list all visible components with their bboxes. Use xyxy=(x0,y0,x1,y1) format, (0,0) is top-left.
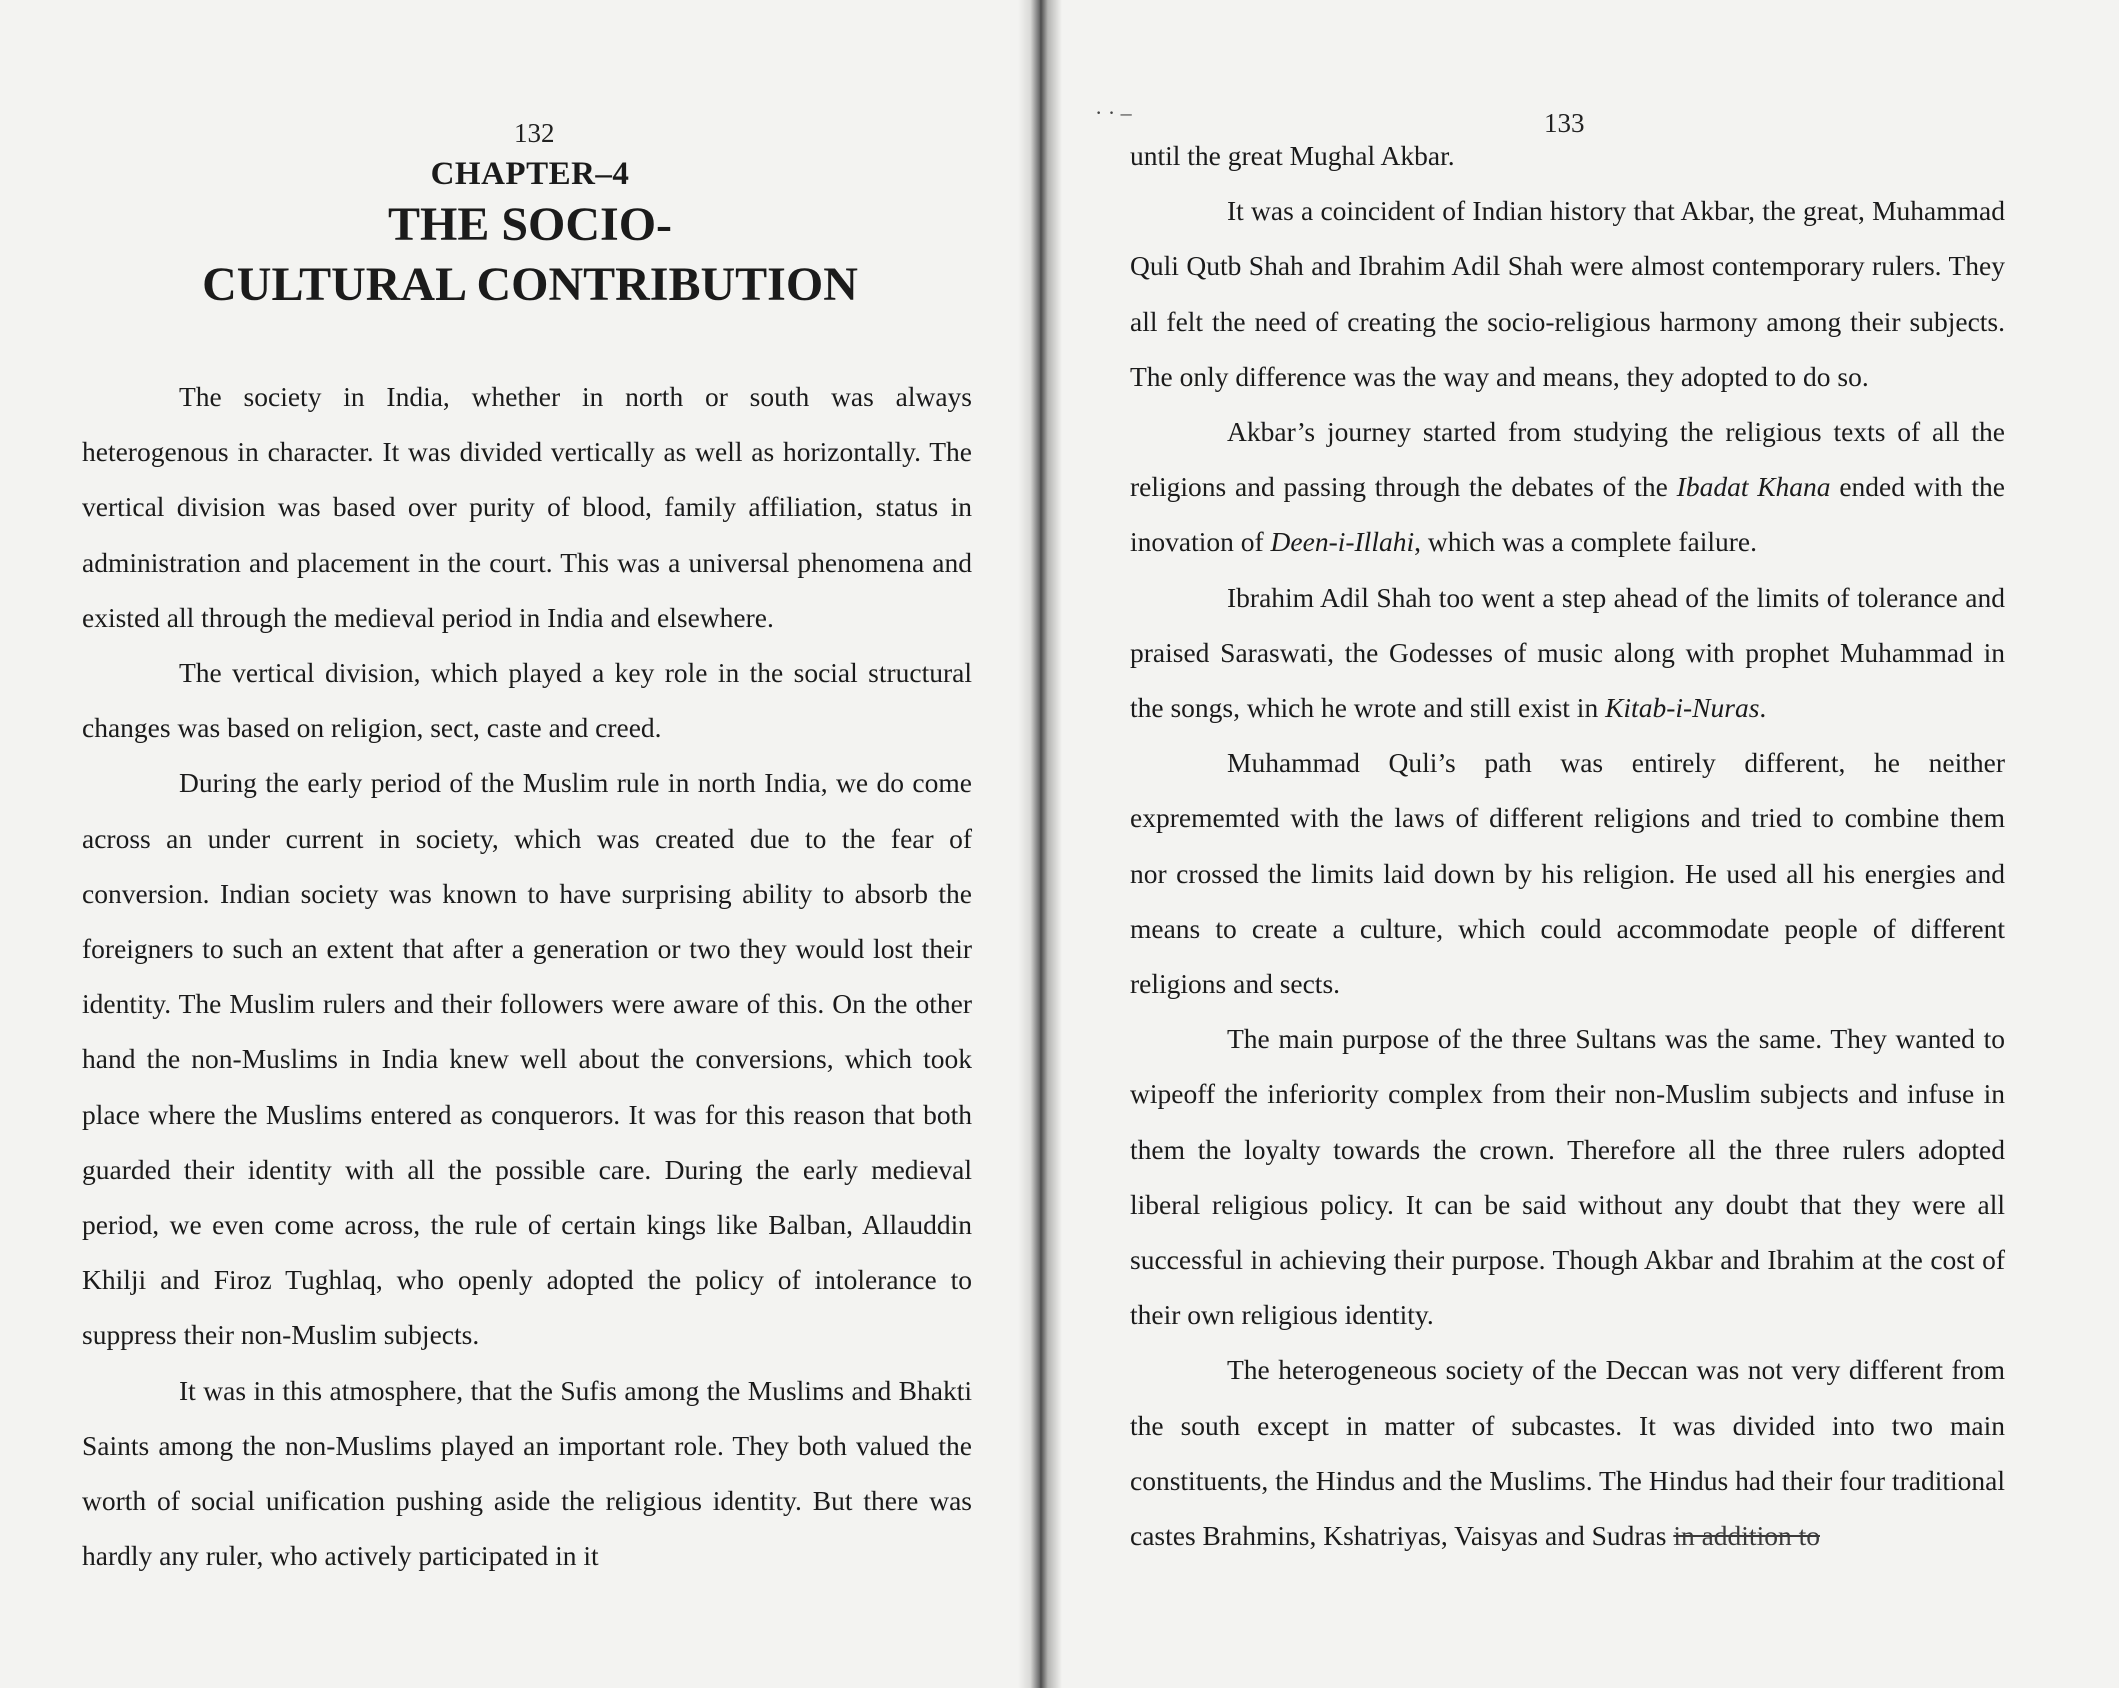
paragraph xyxy=(1130,570,2005,736)
left-page-body xyxy=(82,369,972,1583)
left-page xyxy=(0,0,1030,1688)
chapter-label: CHAPTER–4 xyxy=(430,156,630,192)
paragraph-text: Ibrahim Adil Shah too went a step ahead of the limits of tolerance and praised Saraswati, the Godesses of music along with prophet Muhammad in the songs, which he wrote and still exist in xyxy=(1130,581,2005,724)
paragraph: Muhammad Quli’s path was entirely different, he neither exprememted with the laws of different religions and tried to combine them nor crossed the limits laid down by his religion. He used all his energies and means to create a culture, which could accommodate people of different religions and sects. xyxy=(1130,747,2005,1000)
paragraph-text: . xyxy=(1759,692,1767,724)
page-number-right: 133 xyxy=(1544,108,1585,138)
right-page xyxy=(1045,0,2119,1688)
term-ibadat-khana: Ibadat Khana xyxy=(1676,471,1831,503)
right-page-body xyxy=(1130,128,2005,1563)
page-number-left: 132 xyxy=(514,118,555,148)
term-deen-i-illahi: Deen-i-Illahi xyxy=(1270,526,1415,558)
chapter-title xyxy=(0,195,1060,315)
scan-specks: · · – xyxy=(1095,100,1132,125)
paragraph-text: The heterogeneous society of the Deccan was not very different from the south except in matter of subcastes. It was divided into two main constituents, the Hindus and the Muslims. The Hindus had their four traditional castes Brahmins, Kshatriyas, Vaisyas and Sudras xyxy=(1130,1354,2005,1552)
paragraph: It was in this atmosphere, that the Sufis among the Muslims and Bhakti Saints among the non-Muslims played an important role. They both valued the worth of social unification pushing aside the religious identity. But there was hardly any ruler, who actively participated in it xyxy=(82,1374,972,1572)
paragraph xyxy=(1130,404,2005,570)
paragraph: It was a coincident of Indian history that Akbar, the great, Muhammad Quli Qutb Shah and Ibrahim Adil Shah were almost contemporary rulers. They all felt the need of creating the socio-religious harmony among their subjects. The only difference was the way and means, they adopted to do so. xyxy=(1130,195,2005,392)
paragraph: During the early period of the Muslim rule in north India, we do come across an under current in society, which was created due to the fear of conversion. Indian society was known to have surprising ability to absorb the foreigners to such an extent that after a generation or two they would lost their identity. The Muslim rulers and their followers were aware of this. On the other hand the non-Muslims in India knew well about the conversions, which took place where the Muslims entered as conquerors. It was for this reason that both guarded their identity with all the possible care. During the early medieval period, we even come across, the rule of certain kings like Balban, Allauddin Khilji and Firoz Tughlaq, who openly adopted the policy of intolerance to suppress their non-Muslim subjects. xyxy=(82,767,972,1351)
paragraph-text: ended with the inovation of xyxy=(1130,471,2005,558)
paragraph-text: , which was a complete failure. xyxy=(1414,526,1757,558)
paragraph: The society in India, whether in north or south was always heterogenous in character. It was divided vertically as well as horizontally. The vertical division was based over purity of blood, family affiliation, status in administration and placement in the court. This was a universal phenomena and existed all through the medieval period in India and elsewhere. xyxy=(82,381,972,633)
continuation-line: until the great Mughal Akbar. xyxy=(1130,140,1455,171)
chapter-title-line-1: THE SOCIO- xyxy=(387,198,673,251)
paragraph: The main purpose of the three Sultans was the same. They wanted to wipeoff the inferiority complex from their non-Muslim subjects and infuse in them the loyalty towards the crown. Therefore all the three rulers adopted liberal religious policy. It can be said without any doubt that they were all successful in achieving their purpose. Though Akbar and Ibrahim at the cost of their own religious identity. xyxy=(1130,1023,2005,1331)
paragraph: The vertical division, which played a key role in the social structural changes was based on religion, sect, caste and creed. xyxy=(82,657,972,744)
chapter-title-line-2: CULTURAL CONTRIBUTION xyxy=(202,258,858,311)
paragraph xyxy=(1130,1342,2005,1563)
term-kitab-i-nuras: Kitab-i-Nuras xyxy=(1605,692,1760,724)
paragraph-text: Akbar’s journey started from studying the religious texts of all the religions and passing through the debates of the xyxy=(1130,416,2005,503)
struck-text: in addition to xyxy=(1673,1520,1820,1552)
